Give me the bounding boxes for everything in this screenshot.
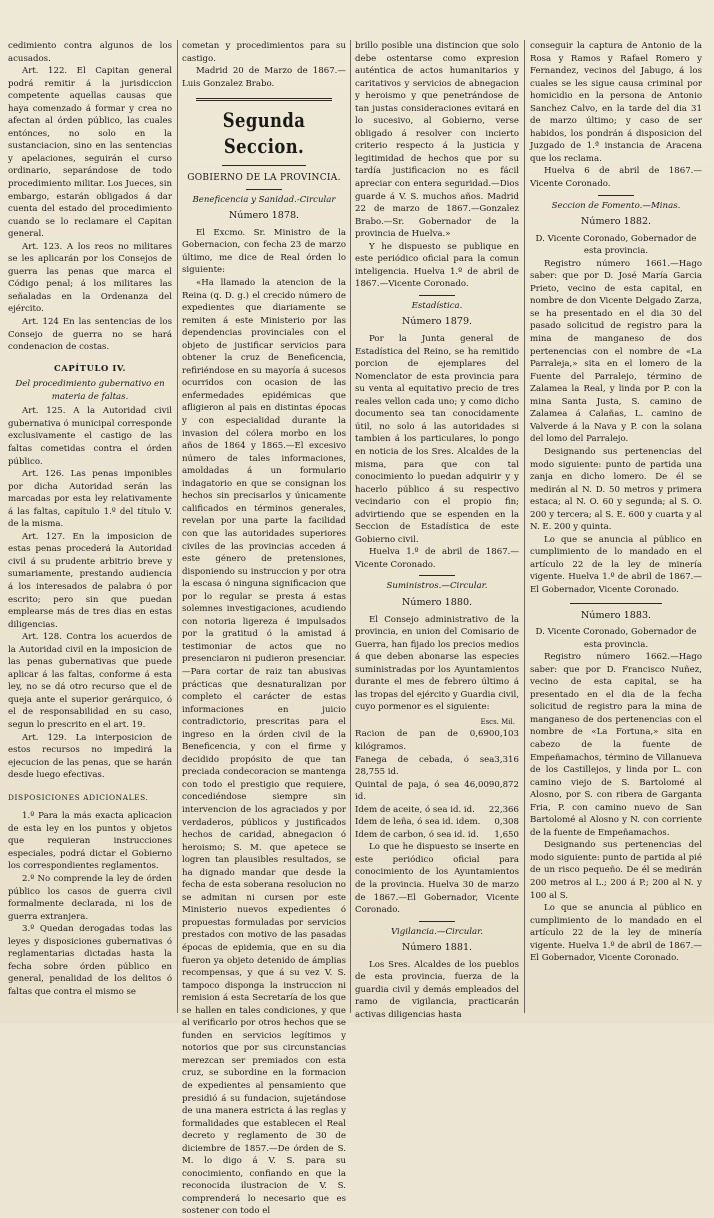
divider — [222, 165, 306, 166]
price-row — [355, 816, 519, 829]
notice-number: Número 1879. — [401, 316, 473, 328]
divider — [419, 295, 455, 296]
price-value: 3,316 — [494, 754, 519, 765]
column-divider — [350, 40, 351, 1013]
article-128: Art. 128. Contra los acuerdos de la Autoridad civil en la imposicion de las penas gubernativas que puede aplicar á las faltas, conforme á esta ley, no se dá otro recurso que el de queja ante el superior gerárquico, ó el de responsabilidad en su caso, segun lo prescrito en el art. 19. — [8, 632, 172, 730]
paragraph: Designando sus pertenencias del modo siguiente: punto de partida al pié de un risco pequeño. De él se medirán 200 metros al L.; 200 á P.; 200 al N. y 100 al S. — [530, 840, 702, 901]
column-label: Escs. Mil. — [480, 717, 515, 726]
chapter-subtitle: Del procedimiento gubernativo en materia de faltas. — [15, 379, 165, 402]
section-title: Segunda Seccion. — [222, 108, 306, 159]
topic-heading: Beneficencia y Sanidad.-Circular — [192, 194, 336, 205]
chapter-heading: CAPÍTULO IV. — [53, 362, 127, 373]
price-value: 0,872 — [494, 779, 519, 790]
paragraph: El Consejo administrativo de la provincia, en union del Comisario de Guerra, han fijado los precios medios á que deben abonarse las especies suministradas por los Ayuntamientos durante el mes de febrero último á las tropas del ejército y Guardia civil, cuyo pormenor es el siguiente: — [355, 614, 519, 713]
price-label: Fanega de cebada, ó sea 28,755 id. — [355, 754, 495, 778]
price-label: Racion de pan de 0,690 kilógramos. — [355, 729, 495, 752]
paragraph: brillo posible una distincion que solo debe ostentarse como expresion auténtica de actos humanitarios y caritativos y servicios de abnegacion y heroismo y que penetrándose de tan justas consideraciones evitará en lo sucesivo, al Gobierno, verse obligado á resolver con incierto criterio respecto á la justicia y legitimidad de hechos que por su tardía justificacion no es fácil apreciar con entera seguridad.—Dios guarde á V. S. muchos años. Madrid 22 de marzo de 1867.—Gonzalez Brabo.—Sr. Gobernador de la provincia de Huelva.» — [355, 41, 519, 240]
notice-number: Número 1878. — [228, 210, 300, 222]
signature-line: Madrid 20 de Marzo de 1867.— Luis Gonzalez Brabo. — [182, 66, 346, 89]
article-124: Art. 124 En las sentencias de los Consejo de guerra no se hará condenacion de costas. — [8, 317, 172, 353]
section-divider — [196, 98, 332, 101]
paragraph: cedimiento contra algunos de los acusados. — [8, 41, 172, 64]
article-125: Art. 125. A la Autoridad civil gubernativa ó municipal corresponde exclusivamente el castigo de las faltas cometidas contra el órden público. — [8, 406, 172, 467]
notice-number: Número 1883. — [580, 609, 652, 621]
price-label: Idem de carbon, ó sea id. id. — [355, 829, 479, 840]
topic-heading: Seccion de Fomento.—Minas. — [551, 200, 681, 211]
governor-line: D. Vicente Coronado, Gobernador de esta provincia. — [535, 627, 697, 650]
price-row — [355, 728, 519, 753]
divider — [419, 575, 455, 576]
signature-line: Huelva 1.º de abril de 1867.— Vicente Coronado. — [355, 547, 519, 570]
notice-number: Número 1880. — [401, 596, 473, 608]
column-1 — [8, 40, 172, 998]
paragraph: cometan y procedimientos para su castigo. — [182, 41, 346, 64]
article-123: Art. 123. A los reos no militares se les aplicarán por los Consejos de guerra las penas que marca el Código penal; á los militares las señaladas en la Ordenanza del ejército. — [8, 241, 172, 315]
article-126: Art. 126. Las penas imponibles por dicha Autoridad serán las marcadas por esta ley relativamente á las faltas, capítulo 1.º del título V. de la misma. — [8, 469, 172, 530]
price-value: 1,650 — [494, 829, 519, 840]
department-heading: GOBIERNO DE LA PROVINCIA. — [187, 173, 341, 184]
price-label: Idem de leña, ó sea id. idem. — [355, 817, 481, 828]
section-heading: DISPOSICIONES ADICIONALES. — [8, 792, 149, 802]
price-value: 0,103 — [494, 729, 519, 740]
notice-number: Número 1881. — [401, 942, 473, 954]
paragraph: Por la Junta general de Estadística del Reino, se ha remitido porcion de ejemplares del Nomenclator de esta provincia para su venta al equitativo precio de tres reales vellon cada uno; y como dicho documento sea tan conocidamente útil, no solo á las autoridades si tambien á los particulares, lo pongo en noticia de los Sres. Alcaldes de la misma, para que con tal conocimiento lo puedan adquirir y y hacerlo público á su respectivo vecindario con el propio fin; advirtiendo que se espenden en la Seccion de Estadística de este Gobierno civil. — [355, 334, 519, 545]
price-row — [355, 804, 519, 817]
price-value: 0,308 — [494, 817, 519, 828]
article-129: Art. 129. La interposicion de estos recursos no impedirá la ejecucion de las penas, que se harán desde luego efectivas. — [8, 732, 172, 781]
column-4 — [530, 40, 702, 965]
article-122: Art. 122. El Capitan general podrá remitir á la jurisdiccion competente aquellas causas que haya comenzado á formar y crea no afectan al órden público, las cuales entónces, no solo en la sustanciacion, sino en las sentencias y apelaciones, seguirán el curso ordinario, separándose de todo procedimiento militar. Los Jueces, sin embargo, estarán obligados á dar cuenta del estado del procedimiento cuando se lo reclamare el Capitan general. — [8, 66, 172, 240]
divider — [419, 921, 455, 922]
paragraph: Lo que se anuncia al público en cumplimiento de lo mandado en el artículo 22 de la ley de minería vigente. Huelva 1.º de abril de 1867.—El Gobernador, Vicente Coronado. — [530, 903, 702, 964]
provision-1: 1.º Para la más exacta aplicacion de esta ley en los puntos y objetos que requieran instrucciones especiales, podrá dictar el Gobierno los correspondientes reglamentos. — [8, 811, 172, 872]
provision-3: 3.º Quedan derogadas todas las leyes y disposiciones gubernativas ó reglamentarias dictadas hasta la fecha sobre órden público en general, penalidad de los delitos ó faltas que contra el mismo se — [8, 924, 172, 997]
column-3 — [355, 40, 519, 1021]
column-divider — [524, 40, 525, 1013]
signature-line: Huelva 6 de abril de 1867.— Vicente Coronado. — [530, 166, 702, 190]
price-label: Idem de aceite, ó sea id. id. — [355, 804, 475, 815]
price-list — [355, 728, 519, 841]
divider — [598, 195, 634, 196]
paragraph: Y he dispuesto se publique en este periódico oficial para la comun inteligencia. Huelva 1.º de abril de 1867.—Vicente Coronado. — [355, 241, 519, 290]
notice-number: Número 1882. — [580, 216, 652, 228]
paragraph: conseguir la captura de Antonio de la Rosa y Ramos y Rafael Romero y Fernandez, vecinos del Jabugo, á los cuales se les sigue causa criminal por homicidio en la persona de Antonio Sanchez Calvo, en la tarde del dia 31 de marzo último; y caso de ser habidos, los pondrán á disposicion del Juzgado de 1.ª instancia de Aracena que los reclama. — [530, 41, 702, 164]
provision-2: 2.º No comprende la ley de órden público los casos de guerra civil formalmente declarada, ni los de guerra extranjera. — [8, 874, 172, 922]
price-row — [355, 779, 519, 804]
price-value: 22,366 — [488, 804, 519, 815]
paragraph: Registro número 1661.—Hago saber: que por D. José María Garcia Prieto, vecino de esta capital, en nombre de don Vicente Delgado Zarza, se ha presentado en el dia 30 del pasado solicitud de registro para la mina de manganeso de dos pertenencias con el nombre de «La Parraleja,» sita en el lomero de la Fuente del Parralejo, término de Zalamea la Real, y linda por P. con la mina Santa Justa, S. camino de Zalamea á Calañas, L. camino de Valverde á la Nava y P. con la solana del lomo del Parralejo. — [530, 258, 702, 445]
paragraph: Registro número 1662.—Hago saber: que por D. Francisco Nuñez, vecino de esta capital, se ha presentado en el dia de la fecha solicitud de registro para la mina de manganeso de dos pertenencias con el nombre de «La Fortuna,» sita en cabezo de la fuente de Empeñamachos, término de Villanueva de los Castillejos, y linda por L. con camino viejo de S. Bartolomé al Alosno, por S. con ribera de Garganta Fria, P. con camino nuevo de San Bartolomé al Alosno y N. con corriente de la fuente de Empeñamachos. — [530, 652, 702, 838]
divider — [570, 603, 662, 604]
topic-heading: Suministros.—Circular. — [386, 581, 488, 592]
column-divider — [177, 40, 178, 1013]
column-2 — [182, 40, 346, 1218]
price-label: Quintal de paja, ó sea 46,009 id. — [355, 779, 495, 803]
divider — [246, 189, 282, 190]
governor-line: D. Vicente Coronado, Gobernador de esta provincia. — [535, 233, 697, 257]
paragraph: «Ha llamado la atencion de la Reina (q. D. g.) el crecido número de expedientes que diariamente se remiten á este Ministerio por las dependencias provinciales con el objeto de justificar servicios para obtener la cruz de Beneficencia, refiriéndose en su mayoría á sucesos ocurridos con ocasion de las enfermedades epidémicas que afligieron al pais en distintas épocas y con especialidad durante la invasion del cólera morbo en los años de 1864 y 1865.—El excesivo número de tales informaciones, amoldadas á un formulario indagatorio en que se consignan los hechos sin precisarlos y únicamente calificados en términos generales, revelan por una parte la facilidad con que las autoridades superiores civiles de las provincias acceden á este género de pretensiones, disponiendo su instruccion y por otra la escasa ó ninguna significacion que por lo regular se presta á estas solemnes investigaciones, acudiendo con notoria ligereza é impulsados por la gratitud ó la amistad á testimoniar de actos que no presenciaron ni pudieron presenciar.—Para cortar de raiz tan abusivas prácticas que desnaturalizan por completo el carácter de estas informaciones en juicio contradictorio, prescritas para el ingreso en la órden civil de la Beneficencia, y con el firme y decidido propósito de que tan preciada condecoracion se mantenga con todo el prestigio que requiere, concediéndose siempre sin intervencion de los agraciados y por verdaderos, públicos y justificados hechos de caridad, abnegacion ó heroismo; S. M. que apetece se logren tan plausibles resultados, se ha dignado mandar que desde la fecha de esta soberana resolucion no se admitan ni cursen por este Ministerio nuevos expedientes ó propuestas formuladas por servicios prestados con motivo de las pasadas épocas de epidemia, que en su dia fueron ya objeto detenido de ámplias recompensas, y que á su vez V. S. tampoco disponga la instruccion ni remision á esta Secretaría de los que se hallen en tales condiciones, y que al verificarlo por otros hechos que se funden en servicios legítimos y notorios que por sus circunstancias merezcan ser premiados con esta cruz, se subordine en la formacion de expedientes al pensamiento que presidió á su fundacion, sujetándose de una manera estricta á las reglas y formalidades que establecen el Real decreto y reglamento de 30 de diciembre de 1857.—De órden de S. M. lo digo á V. S. para su conocimiento, confiando en que la reconocida ilustracion de V. S. comprenderá lo necesario que es sostener con todo el — [182, 278, 346, 1217]
paragraph: Lo que se anuncia al público en cumplimiento de lo mandado en el artículo 22 de la ley de minería vigente. Huelva 1.º de abril de 1867.—El Gobernador, Vicente Coronado. — [530, 534, 702, 595]
topic-heading: Vigilancia.—Circular. — [390, 926, 484, 937]
article-127: Art. 127. En la imposicion de estas penas procederá la Autoridad civil á su prudente arbitrio breve y sumariamente, prestando audiencia á los interesados de palabra ó por escrito; pero sin que puedan emplearse más de tres dias en estas diligencias. — [8, 531, 172, 630]
paragraph: Los Sres. Alcaldes de los pueblos de esta provincia, fuerza de la guardia civil y demás empleados del ramo de vigilancia, practicarán activas diligencias hasta — [355, 959, 519, 1020]
paragraph: Lo que he dispuesto se inserte en este periódico oficial para conocimiento de los Ayuntamientos de la provincia. Huelva 30 de marzo de 1867.—El Gobernador, Vicente Coronado. — [355, 842, 519, 916]
paragraph: Designando sus pertenencias del modo siguiente: punto de partida una zanja en dicho lomero. De él se medirán al N. D. 50 metros y primera estaca; al N. O. 60 y segunda; al S. O. 200 y tercera; al S. E. 600 y cuarta y al N. E. 200 y quinta. — [530, 446, 702, 533]
topic-heading: Estadística. — [411, 300, 463, 311]
price-row — [355, 754, 519, 779]
paragraph: El Excmo. Sr. Ministro de la Gobernacion, con fecha 23 de marzo último, me dice de Real órden lo siguiente: — [182, 227, 346, 276]
price-row — [355, 829, 519, 842]
